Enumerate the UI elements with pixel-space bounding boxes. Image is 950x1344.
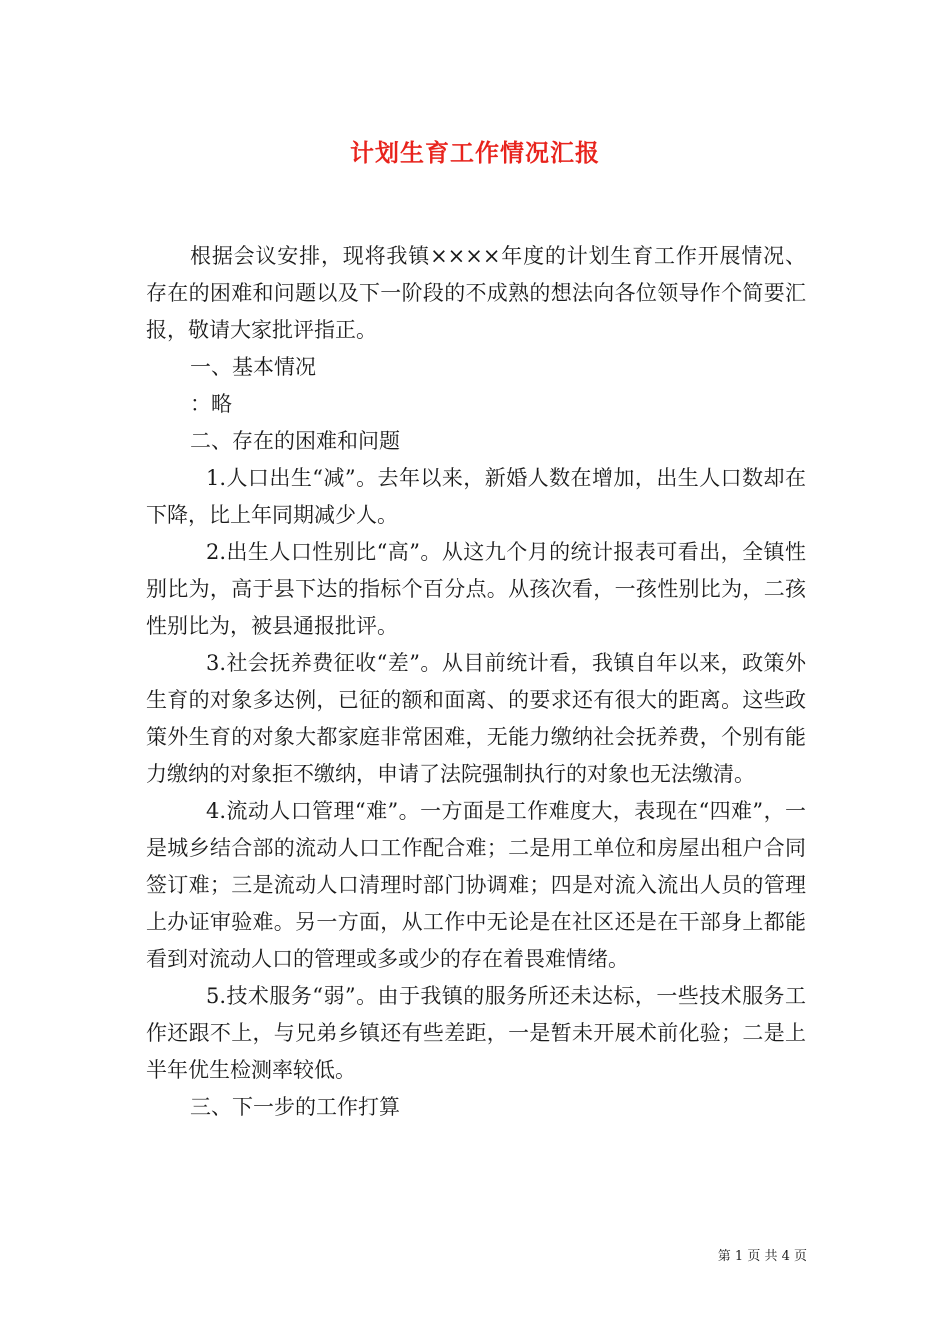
page-number-footer: 第 1 页 共 4 页 [717, 1249, 807, 1264]
basic-situation-text: ：略 [190, 392, 232, 416]
document-body [146, 238, 806, 1126]
difficulty-item-5: 5.技术服务“弱”。由于我镇的服务所还未达标，一些技术服务工作还跟不上，与兄弟乡镇还有些差距，一是暂未开展术前化验；二是上半年优生检测率较低。 [146, 984, 806, 1082]
intro-paragraph: 根据会议安排，现将我镇××××年度的计划生育工作开展情况、存在的困难和问题以及下一阶段的不成熟的想法向各位领导作个简要汇报，敬请大家批评指正。 [146, 244, 806, 342]
document-title: 计划生育工作情况汇报 [350, 138, 600, 167]
difficulty-item-1: 1.人口出生“减”。去年以来，新婚人数在增加，出生人口数却在下降，比上年同期减少人。 [146, 466, 806, 527]
section-heading-basic-situation: 一、基本情况 [190, 355, 316, 379]
difficulty-item-2: 2.出生人口性别比“高”。从这九个月的统计报表可看出，全镇性别比为，高于县下达的指标个百分点。从孩次看，一孩性别比为，二孩性别比为，被县通报批评。 [146, 540, 806, 638]
section-heading-difficulties: 二、存在的困难和问题 [190, 429, 400, 453]
difficulty-item-3: 3.社会抚养费征收“差”。从目前统计看，我镇自年以来，政策外生育的对象多达例，已征的额和面离、的要求还有很大的距离。这些政策外生育的对象大都家庭非常困难，无能力缴纳社会抚养费，个别有能力缴纳的对象拒不缴纳，申请了法院强制执行的对象也无法缴清。 [146, 651, 806, 786]
section-heading-next-steps: 三、下一步的工作打算 [190, 1095, 400, 1119]
difficulty-item-4: 4.流动人口管理“难”。一方面是工作难度大，表现在“四难”，一是城乡结合部的流动人口工作配合难；二是用工单位和房屋出租户合同签订难；三是流动人口清理时部门协调难；四是对流入流出人员的管理上办证审验难。另一方面，从工作中无论是在社区还是在干部身上都能看到对流动人口的管理或多或少的存在着畏难情绪。 [146, 799, 806, 971]
